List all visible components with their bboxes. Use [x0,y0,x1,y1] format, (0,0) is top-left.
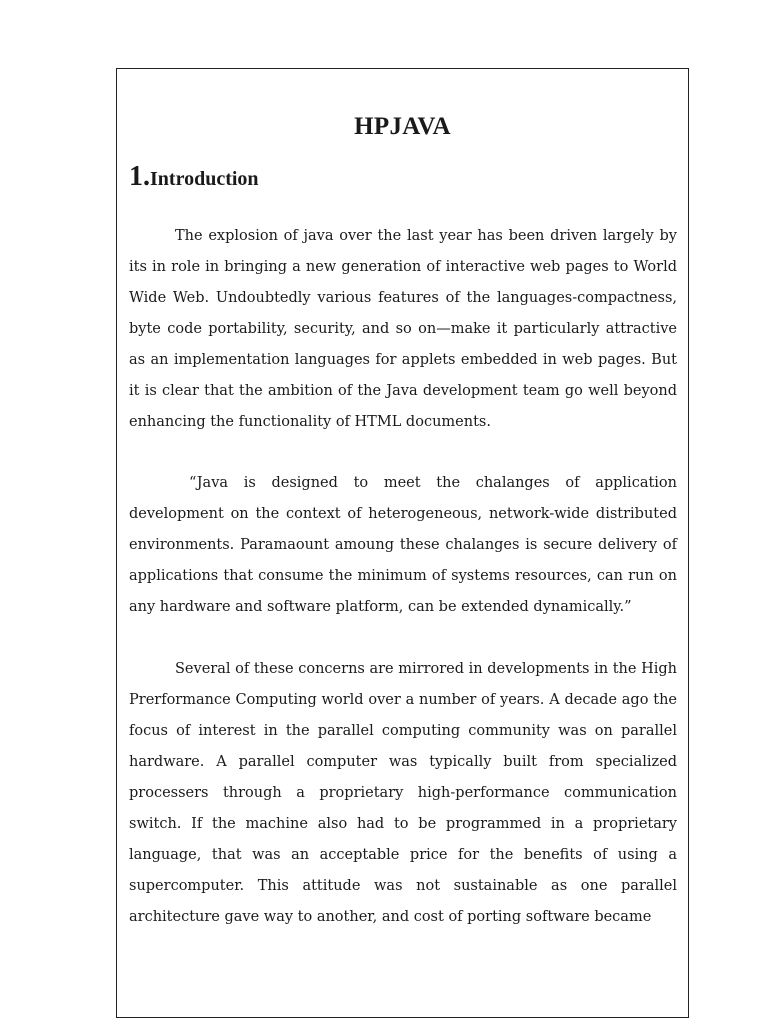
paragraph-hpc: Several of these concerns are mirrored in developments in the High Prerformance Computing world over a number of years. A decade ago the focus of interest in the parallel computing community was on parallel hardware. A parallel computer was typically built from specialized processers through a proprietary high-performance communication switch. If the machine also had to be programmed in a proprietary language, that was an acceptable price for the benefits of using a supercomputer. This attitude was not sustainable as one parallel architecture gave way to another, and cost of porting software became [129,661,677,925]
page-frame [116,68,689,1018]
paragraph-introduction: The explosion of java over the last year has been driven largely by its in role in bringing a new generation of interactive web pages to World Wide Web. Undoubtedly various features of the languages-compactness, byte code portability, security, and so on—make it particularly attractive as an implementation languages for applets embedded in web pages. But it is clear that the ambition of the Java development team go well beyond enhancing the functionality of HTML documents. [129,228,677,430]
section-title: Introduction [150,168,259,190]
section-heading [129,161,259,193]
section-number: 1. [129,161,150,192]
paragraph-quote: “Java is designed to meet the chalanges of application development on the context of heterogeneous, network-wide distributed environments. Paramaount amoung these chalanges is secure delivery of applications that consume the minimum of systems resources, can run on any hardware and software platform, can be extended dynamically.” [129,475,677,615]
document-title: HPJAVA [354,113,451,140]
